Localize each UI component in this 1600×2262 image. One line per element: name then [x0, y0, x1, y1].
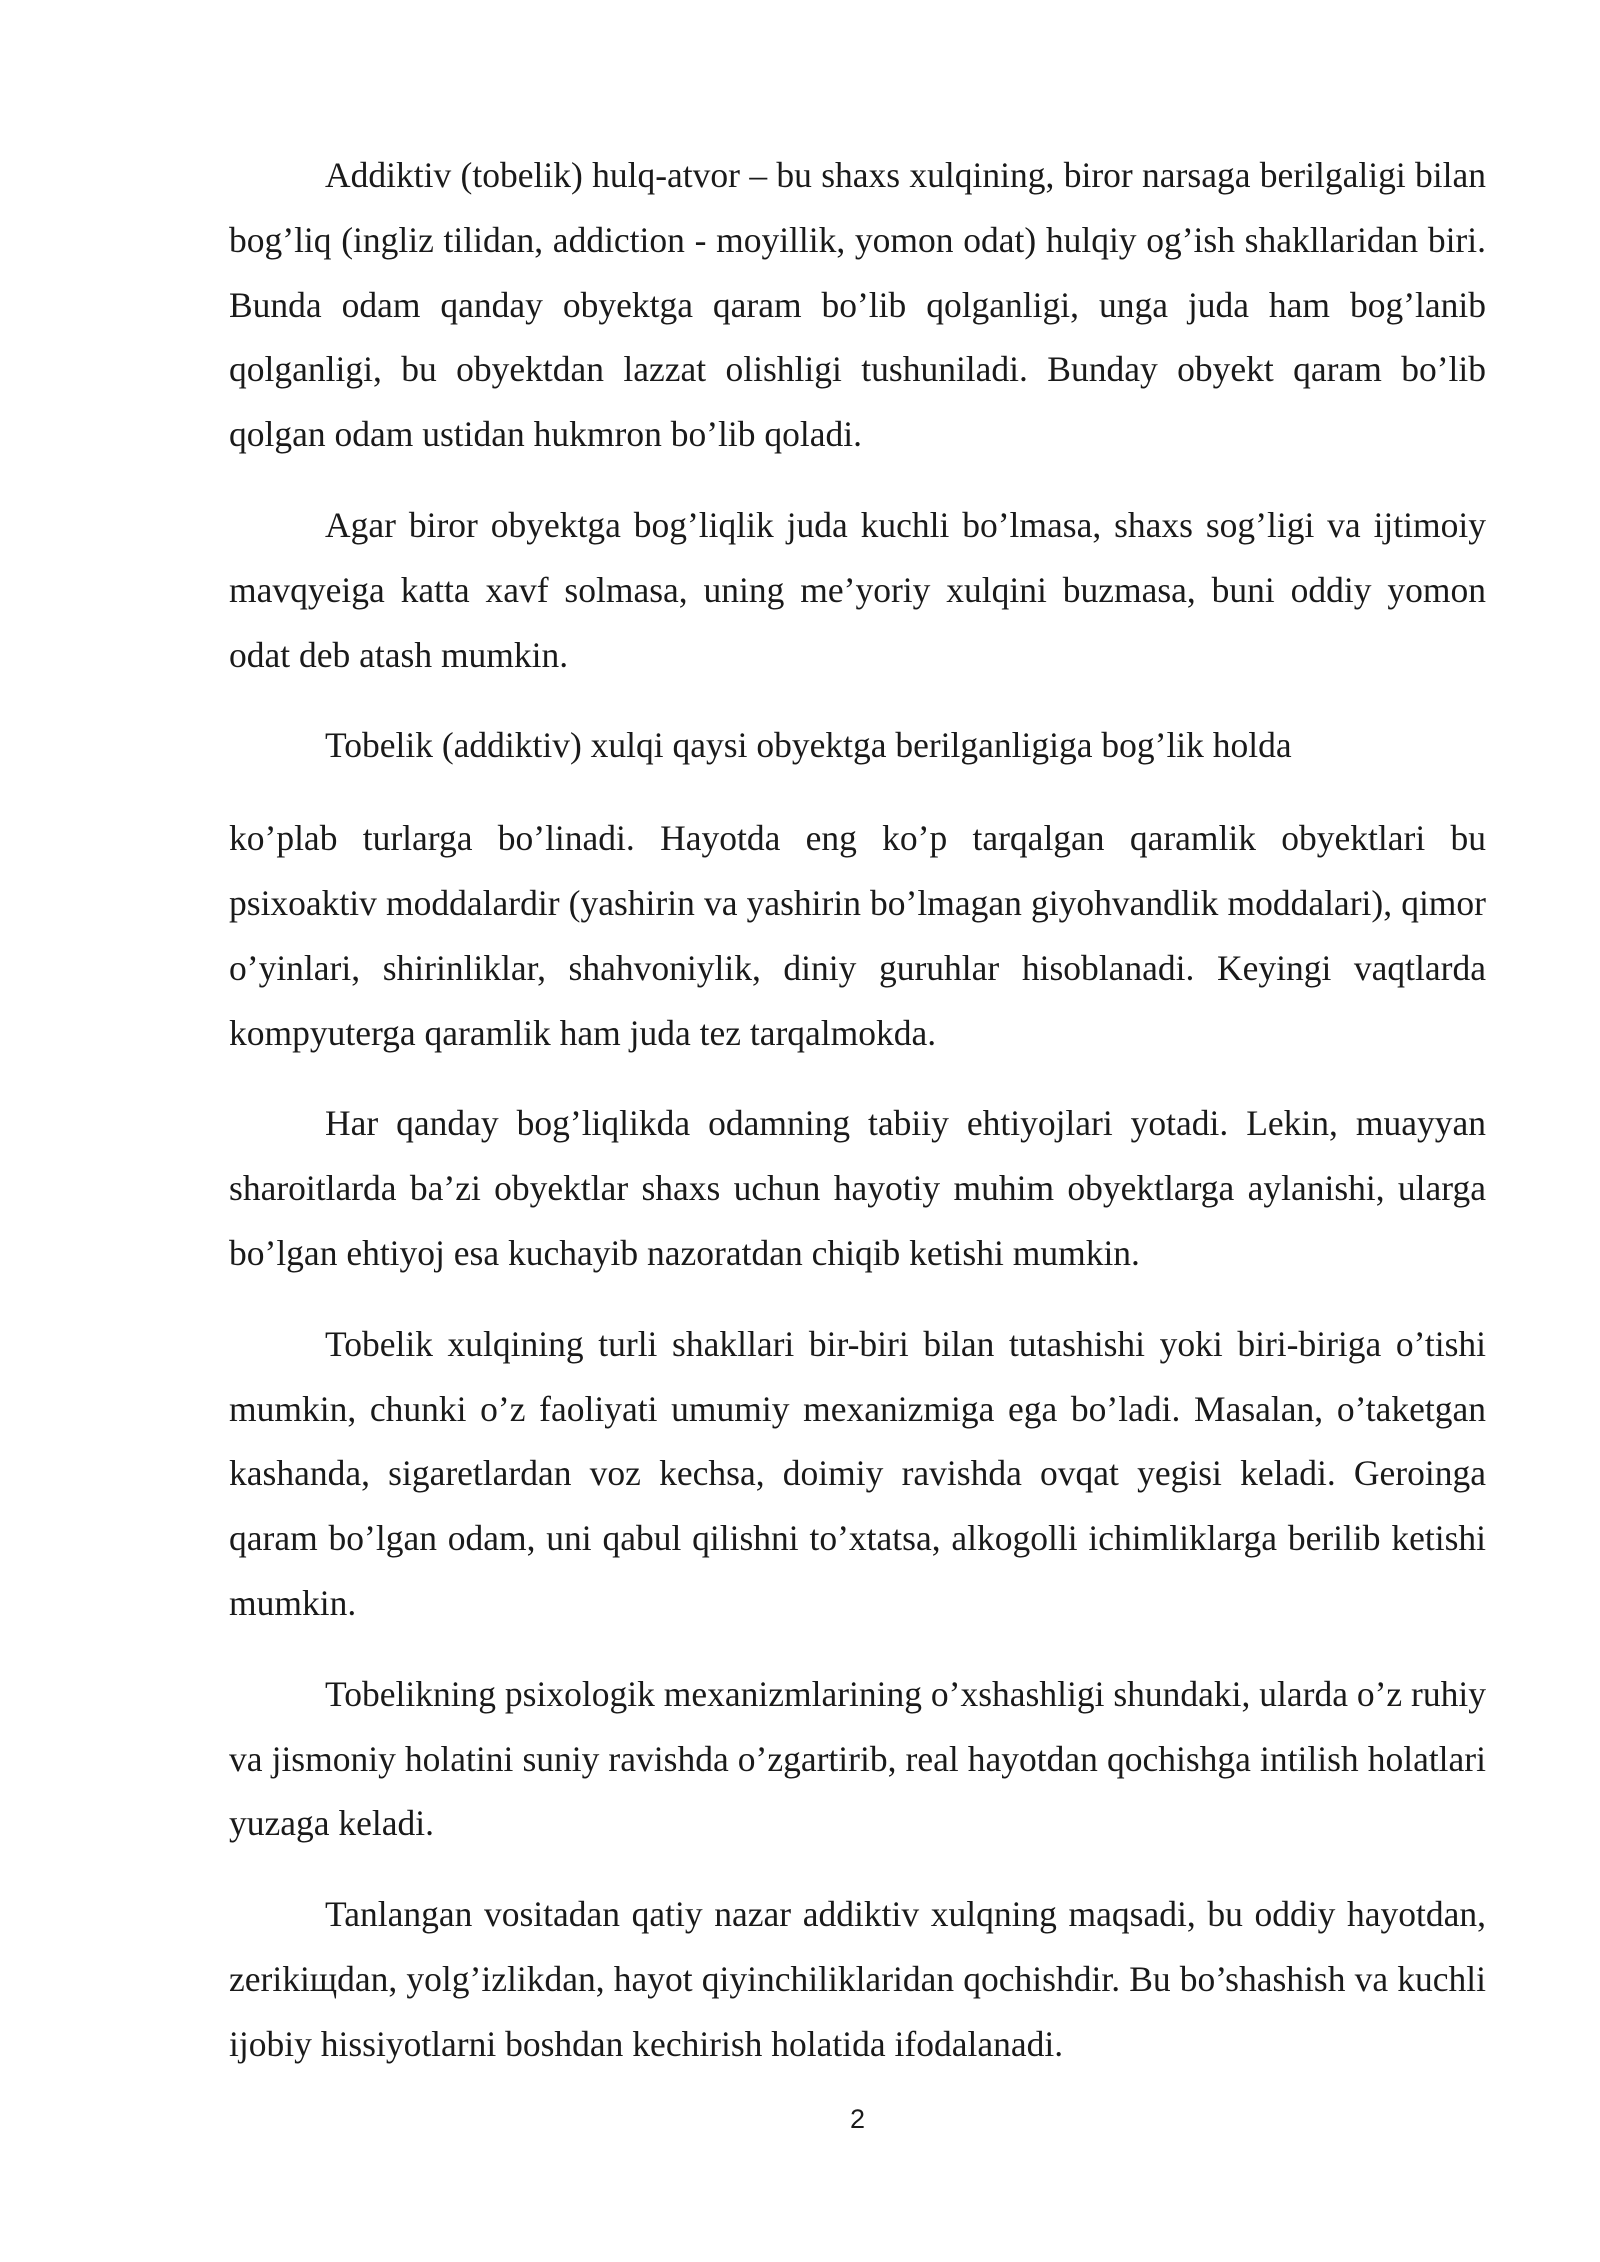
body-text — [229, 143, 1486, 2103]
paragraph-1: Addiktiv (tobelik) hulq-atvor – bu shaxs xulqining, biror narsaga berilgaligi bilan bog’liq (ingliz tilidan, addiction - moyillik, yomon odat) hulqiy og’ish shakllaridan biri. Bunda odam qanday obyektga qaram bo’lib qolganligi, unga juda ham bog’lanib qolganligi, bu obyektdan lazzat olishligi tushuniladi. Bunday obyekt qaram bo’lib qolgan odam ustidan hukmron bo’lib qoladi. — [229, 155, 1486, 455]
paragraph-7: Tobelikning psixologik mexanizmlarining o’xshashligi shundaki, ularda o’z ruhiy va jismoniy holatini suniy ravishda o’zgartirib, real hayotdan qochishga intilish holatlari yuzaga keladi. — [229, 1673, 1486, 1844]
paragraph-3: Tobelik (addiktiv) xulqi qaysi obyektga berilganligiga bog’lik holda — [325, 725, 1292, 766]
page-number: 2 — [849, 2104, 866, 2134]
paragraph-2: Agar biror obyektga bog’liqlik juda kuchli bo’lmasa, shaxs sog’ligi va ijtimoiy mavqyeiga katta xavf solmasa, uning me’yoriy xulqini buzmasa, buni oddiy yomon odat deb atash mumkin. — [229, 504, 1486, 675]
paragraph-6: Tobelik xulqining turli shakllari bir-biri bilan tutashishi yoki biri-biriga o’tishi mumkin, chunki o’z faoliyati umumiy mexanizmiga ega bo’ladi. Masalan, o’taketgan kashanda, sigaretlardan voz kechsa, doimiy ravishda ovqat yegisi keladi. Geroinga qaram bo’lgan odam, uni qabul qilishni to’xtatsa, alkogolli ichimliklarga berilib ketishi mumkin. — [229, 1323, 1486, 1623]
paragraph-5: Har qanday bog’liqlikda odamning tabiiy ehtiyojlari yotadi. Lekin, muayyan sharoitlarda ba’zi obyektlar shaxs uchun hayotiy muhim obyektlarga aylanishi, ularga bo’lgan ehtiyoj esa kuchayib nazoratdan chiqib ketishi mumkin. — [229, 1103, 1486, 1273]
paragraph-8: Tanlangan vositadan qatiy nazar addiktiv xulqning maqsadi, bu oddiy hayotdan, zerikiщdan, yolg’izlikdan, hayot qiyinchiliklaridan qochishdir. Bu bo’shashish va kuchli ijobiy hissiyotlarni boshdan kechirish holatida ifodalanadi. — [229, 1894, 1486, 2064]
paragraph-4: ko’plab turlarga bo’linadi. Hayotda eng ko’p tarqalgan qaramlik obyektlari bu psixoaktiv moddalardir (yashirin va yashirin bo’lmagan giyohvandlik moddalari), qimor o’yinlari, shirinliklar, shahvoniylik, diniy guruhlar hisoblanadi. Keyingi vaqtlarda kompyuterga qaramlik ham juda tez tarqalmokda. — [229, 818, 1486, 1053]
